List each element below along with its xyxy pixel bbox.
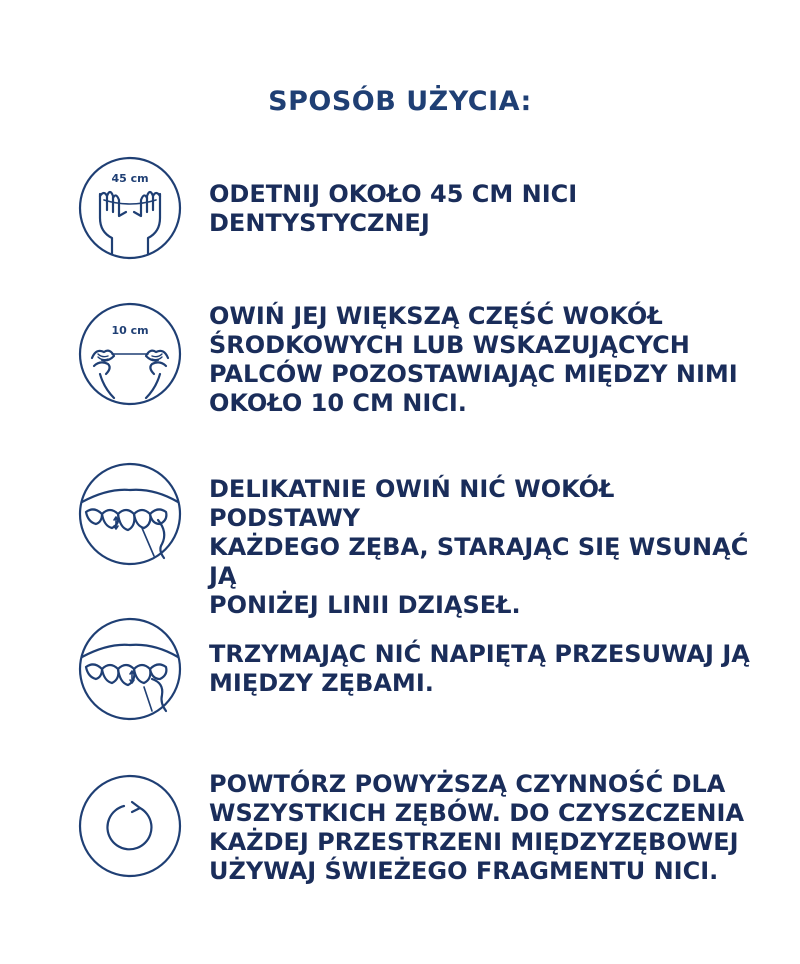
step-4-text: TRZYMAJĄC NIĆ NAPIĘTĄ PRZESUWAJ JĄ MIĘDZY ZĘBAMI. [209, 640, 750, 697]
measure-label: 45 cm [111, 172, 149, 185]
step-3-text: DELIKATNIE OWIŃ NIĆ WOKÓŁ PODSTAWY KAŻDEGO ZĘBA, STARAJĄC SIĘ WSUNĄĆ JĄ PONIŻEJ LINII DZIĄSEŁ. [209, 475, 749, 619]
teeth-floss-gumline-icon [78, 462, 182, 566]
step-2-text: OWIŃ JEJ WIĘKSZĄ CZĘŚĆ WOKÓŁ ŚRODKOWYCH LUB WSKAZUJĄCYCH PALCÓW POZOSTAWIAJĄC MIĘDZY NIMI OKOŁO 10 CM NICI. [209, 302, 738, 417]
step-5-text: POWTÓRZ POWYŻSZĄ CZYNNOŚĆ DLA WSZYSTKICH ZĘBÓW. DO CZYSZCZENIA KAŻDEJ PRZESTRZENI MIĘDZYZĘBOWEJ UŻYWAJ ŚWIEŻEGO FRAGMENTU NICI. [209, 770, 745, 885]
page-title: SPOSÓB UŻYCIA: [268, 86, 532, 117]
teeth-floss-updown-icon [78, 617, 182, 721]
measure-label: 10 cm [111, 324, 149, 337]
fingers-wrap-10cm-icon [78, 302, 182, 406]
step-1-text: ODETNIJ OKOŁO 45 CM NICI DENTYSTYCZNEJ [209, 180, 578, 237]
repeat-circle-icon [78, 774, 182, 878]
hands-measure-45cm-icon [78, 156, 182, 260]
